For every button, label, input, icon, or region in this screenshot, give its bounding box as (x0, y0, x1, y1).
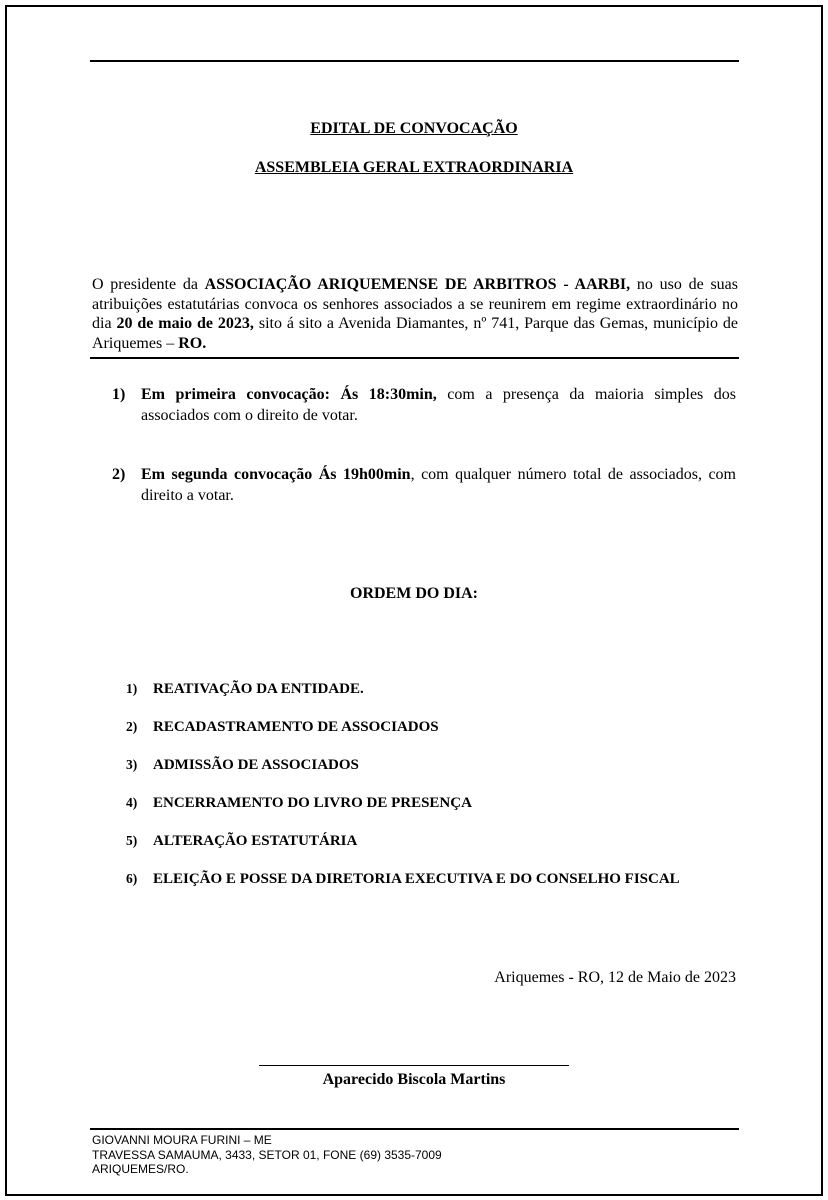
agenda-item: 6) ELEIÇÃO E POSSE DA DIRETORIA EXECUTIVA E DO CONSELHO FISCAL (126, 871, 680, 887)
intro-paragraph: O presidente da ASSOCIAÇÃO ARIQUEMENSE DE ARBITROS - AARBI, no uso de suas atribuições estatutárias convoca os senhores associados a se reunirem em regime extraordinário no dia 20 de maio de 2023, sito á sito a Avenida Diamantes, nº 741, Parque das Gemas, município de Ariquemes – RO. (92, 276, 738, 352)
convocation-item: 1) Em primeira convocação: Ás 18:30min, com a presença da maioria simples dos associados com o direito de votar. (112, 386, 737, 424)
convocation-item: 2) Em segunda convocação Ás 19h00min, com qualquer número total de associados, com direito a votar. (112, 466, 736, 504)
meeting-date: 20 de maio de 2023, (116, 315, 254, 332)
org-name: ASSOCIAÇÃO ARIQUEMENSE DE ARBITROS - AARBI, (204, 276, 631, 293)
footer-city: ARIQUEMES/RO. (92, 1162, 189, 1177)
document-subtitle: ASSEMBLEIA GERAL EXTRAORDINARIA (254, 159, 574, 176)
agenda-title: ORDEM DO DIA: (350, 585, 478, 602)
footer-street: TRAVESSA SAMAUMA, 3433, SETOR 01, FONE (69) 3535-7009 (92, 1147, 442, 1162)
place-date: Ariquemes - RO, 12 de Maio de 2023 (494, 969, 736, 986)
agenda-item: 4) ENCERRAMENTO DO LIVRO DE PRESENÇA (126, 795, 472, 811)
intro-rule (90, 357, 739, 359)
header-rule (90, 60, 739, 62)
agenda-item: 1) REATIVAÇÃO DA ENTIDADE. (126, 681, 364, 697)
footer-rule (90, 1128, 739, 1130)
document-title: EDITAL DE CONVOCAÇÃO (310, 120, 518, 137)
agenda-item: 3) ADMISSÃO DE ASSOCIADOS (126, 757, 359, 773)
footer-address (92, 1133, 442, 1177)
agenda-item: 5) ALTERAÇÃO ESTATUTÁRIA (126, 833, 358, 849)
signature-line (259, 1065, 569, 1066)
agenda-item: 2) RECADASTRAMENTO DE ASSOCIADOS (126, 719, 439, 735)
signer-name: Aparecido Biscola Martins (322, 1071, 506, 1088)
footer-company: GIOVANNI MOURA FURINI – ME (92, 1133, 272, 1147)
